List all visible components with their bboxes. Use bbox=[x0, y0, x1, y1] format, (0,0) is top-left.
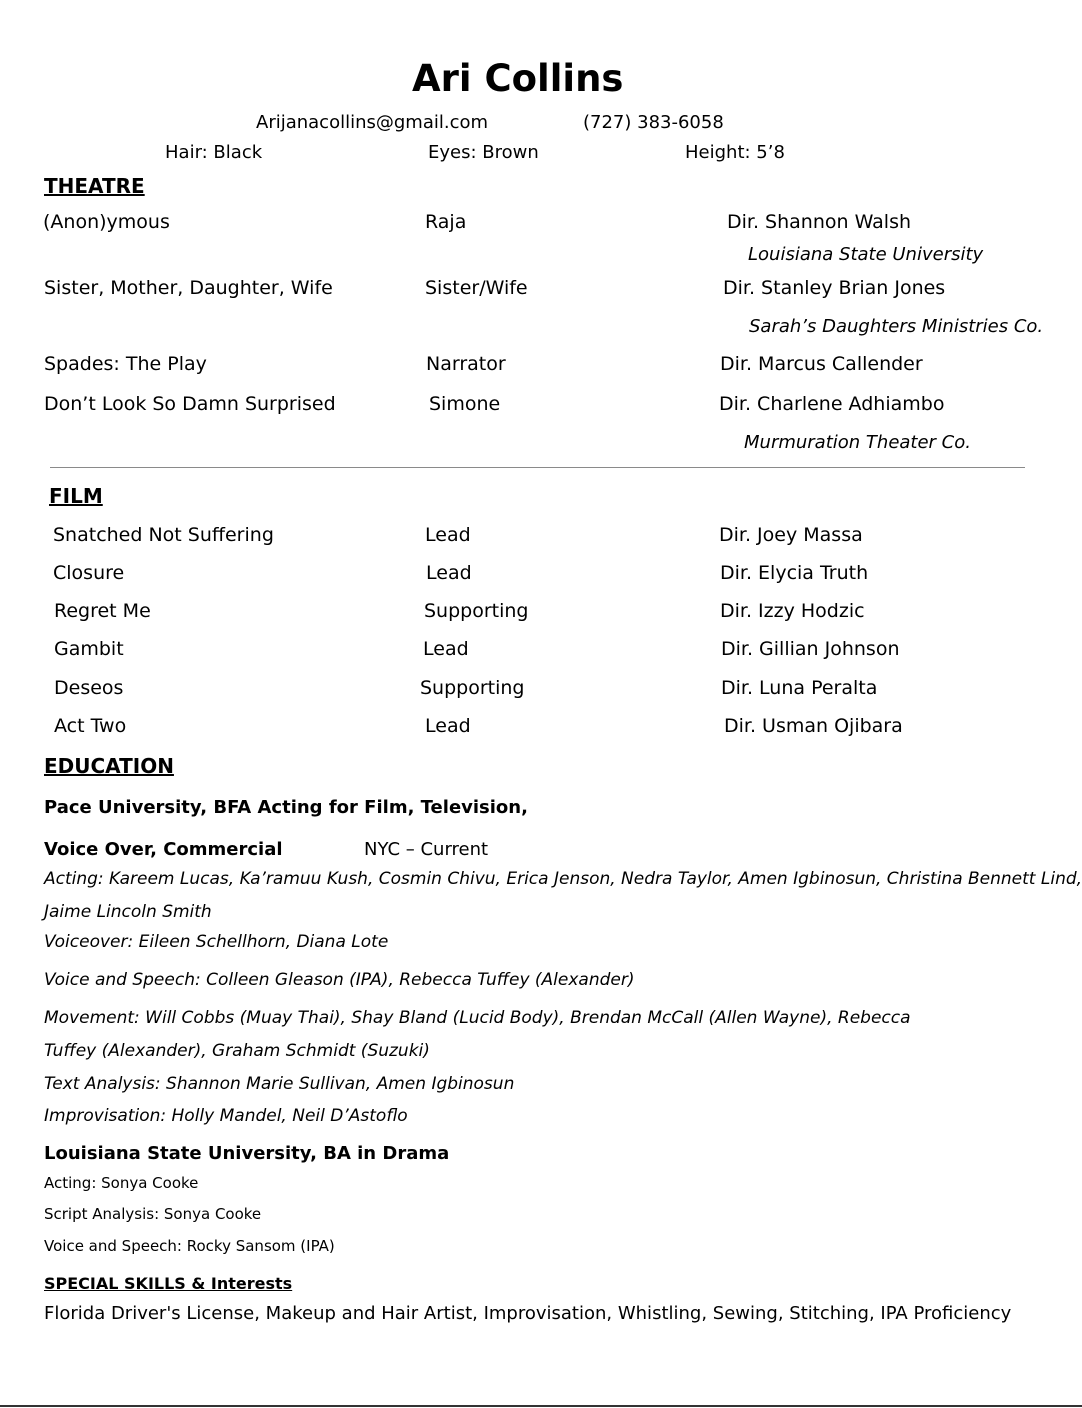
theatre-title: Sister, Mother, Daughter, Wife bbox=[44, 277, 333, 299]
theatre-director: Dir. Stanley Brian Jones bbox=[723, 277, 946, 299]
film-director: Dir. Luna Peralta bbox=[721, 677, 878, 699]
theatre-role: Simone bbox=[429, 393, 501, 415]
film-title: Closure bbox=[53, 562, 125, 584]
theatre-company: Sarah’s Daughters Ministries Co. bbox=[749, 316, 1044, 337]
hair-color: Hair: Black bbox=[165, 142, 263, 163]
lsu-training-line: Voice and Speech: Rocky Sansom (IPA) bbox=[44, 1237, 335, 1255]
film-director: Dir. Gillian Johnson bbox=[721, 638, 900, 660]
theatre-role: Sister/Wife bbox=[425, 277, 528, 299]
film-role: Lead bbox=[425, 524, 471, 546]
film-title: Regret Me bbox=[54, 600, 151, 622]
training-line: Text Analysis: Shannon Marie Sullivan, Amen Igbinosun bbox=[44, 1074, 515, 1094]
pace-location: NYC – Current bbox=[364, 839, 489, 860]
pace-degree-line1: Pace University, BFA Acting for Film, Television, bbox=[44, 797, 528, 818]
resume-name: Ari Collins bbox=[412, 57, 624, 100]
film-title: Snatched Not Suffering bbox=[53, 524, 274, 546]
training-line: Improvisation: Holly Mandel, Neil D’Astoflo bbox=[44, 1106, 408, 1126]
theatre-title: Spades: The Play bbox=[44, 353, 207, 375]
film-director: Dir. Izzy Hodzic bbox=[720, 600, 865, 622]
film-director: Dir. Elycia Truth bbox=[720, 562, 869, 584]
lsu-training-line: Acting: Sonya Cooke bbox=[44, 1174, 199, 1192]
training-line: Acting: Kareem Lucas, Ka’ramuu Kush, Cosmin Chivu, Erica Jenson, Nedra Taylor, Amen Igbinosun, Christina Bennett Lind, bbox=[44, 869, 1082, 889]
theatre-title: (Anon)ymous bbox=[43, 211, 170, 233]
theatre-company: Louisiana State University bbox=[748, 244, 984, 265]
film-title: Deseos bbox=[54, 677, 124, 699]
theatre-director: Dir. Marcus Callender bbox=[720, 353, 923, 375]
phone: (727) 383-6058 bbox=[583, 112, 724, 133]
film-role: Supporting bbox=[420, 677, 525, 699]
email: Arijanacollins@gmail.com bbox=[256, 112, 489, 133]
film-role: Supporting bbox=[424, 600, 529, 622]
pace-degree-line2: Voice Over, Commercial bbox=[44, 839, 283, 860]
training-line: Jaime Lincoln Smith bbox=[44, 902, 212, 922]
theatre-company: Murmuration Theater Co. bbox=[744, 432, 971, 453]
film-role: Lead bbox=[426, 562, 472, 584]
lsu-training-line: Script Analysis: Sonya Cooke bbox=[44, 1205, 262, 1223]
theatre-role: Raja bbox=[425, 211, 467, 233]
theatre-director: Dir. Shannon Walsh bbox=[727, 211, 912, 233]
training-line: Voiceover: Eileen Schellhorn, Diana Lote bbox=[44, 932, 389, 952]
film-heading: FILM bbox=[49, 484, 103, 508]
page-bottom-border bbox=[0, 1405, 1082, 1407]
skills-heading: SPECIAL SKILLS & Interests bbox=[44, 1274, 293, 1293]
training-line: Voice and Speech: Colleen Gleason (IPA), Rebecca Tuffey (Alexander) bbox=[44, 970, 635, 990]
film-director: Dir. Joey Massa bbox=[719, 524, 863, 546]
skills-text: Florida Driver's License, Makeup and Hair Artist, Improvisation, Whistling, Sewing, Stitching, IPA Proficiency bbox=[44, 1303, 1012, 1324]
eye-color: Eyes: Brown bbox=[428, 142, 539, 163]
training-line: Movement: Will Cobbs (Muay Thai), Shay Bland (Lucid Body), Brendan McCall (Allen Wayne), Rebecca bbox=[44, 1008, 911, 1028]
film-title: Act Two bbox=[54, 715, 127, 737]
film-title: Gambit bbox=[54, 638, 124, 660]
film-role: Lead bbox=[423, 638, 469, 660]
theatre-title: Don’t Look So Damn Surprised bbox=[44, 393, 336, 415]
theatre-director: Dir. Charlene Adhiambo bbox=[719, 393, 945, 415]
theatre-heading: THEATRE bbox=[44, 174, 145, 198]
film-role: Lead bbox=[425, 715, 471, 737]
film-director: Dir. Usman Ojibara bbox=[724, 715, 903, 737]
education-heading: EDUCATION bbox=[44, 754, 174, 778]
height: Height: 5’8 bbox=[685, 142, 785, 163]
training-line: Tuffey (Alexander), Graham Schmidt (Suzuki) bbox=[44, 1041, 430, 1061]
lsu-degree: Louisiana State University, BA in Drama bbox=[44, 1143, 450, 1164]
theatre-role: Narrator bbox=[426, 353, 506, 375]
section-divider bbox=[50, 467, 1025, 468]
